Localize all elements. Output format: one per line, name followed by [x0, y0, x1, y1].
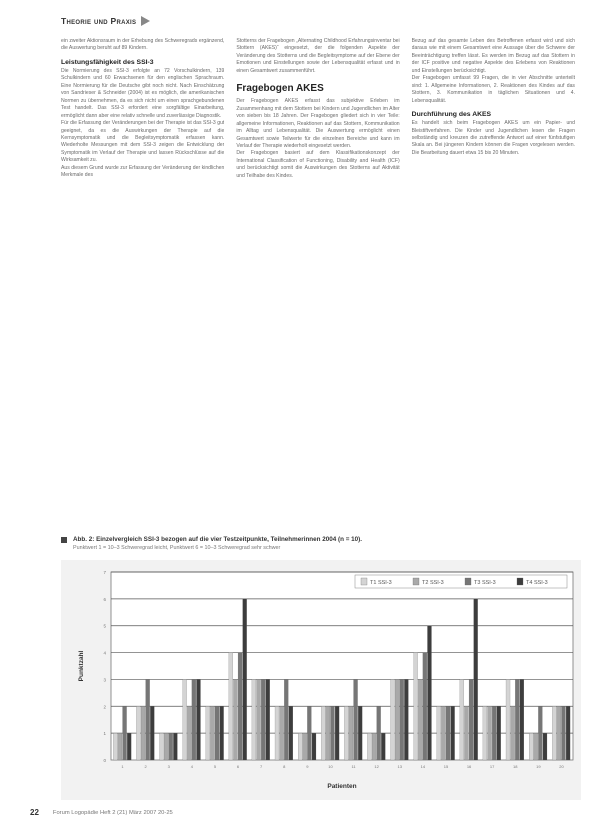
bar: [164, 733, 168, 760]
bar: [266, 679, 270, 760]
bar: [414, 653, 418, 760]
bar: [192, 679, 196, 760]
x-tick-label: 2: [144, 764, 147, 769]
bar: [492, 706, 496, 760]
heading-fragebogen-akes: Fragebogen AKES: [236, 83, 324, 95]
bar: [474, 599, 478, 760]
bar: [391, 679, 395, 760]
bar: [169, 733, 173, 760]
y-tick-label: 2: [103, 704, 106, 710]
x-tick-label: 1: [121, 764, 124, 769]
bar: [566, 706, 570, 760]
x-tick-label: 6: [236, 764, 240, 769]
bar: [280, 706, 284, 760]
bar: [538, 706, 542, 760]
bar: [469, 679, 473, 760]
caption-title: Abb. 2: Einzelvergleich SSI-3 bezogen auf die vier Testzeitpunkte, Teilnehmerinnen 2004 (n = 10).: [73, 536, 362, 543]
bar: [377, 706, 381, 760]
bar: [511, 706, 515, 760]
heading-leistungsfaehigkeit: Leistungsfähigkeit des SSI-3: [61, 58, 154, 66]
y-tick-label: 0: [103, 758, 106, 763]
bar: [127, 733, 131, 760]
bar: [275, 706, 279, 760]
bar: [173, 733, 177, 760]
legend-label: T3 SSI-3: [474, 580, 496, 586]
bar: [561, 706, 565, 760]
legend-label: T4 SSI-3: [526, 580, 548, 586]
bar: [220, 706, 224, 760]
bar: [423, 653, 427, 760]
bar: [464, 706, 468, 760]
bar: [187, 706, 191, 760]
bar: [395, 679, 399, 760]
paragraph: Es handelt sich beim Fragebogen AKES um ein Papier- und Bleistiftverfahren. Die Kinder und Jugendlichen lesen die Fragen selbständig und kreuzen die zutreffende Antwort auf einer fünfstufigen Skala an. Bei jüngeren Kindern können die Fragen vorgelesen werden. Die Bearbeitung dauert etwa 15 bis 20 Minuten.: [411, 120, 575, 156]
bar: [215, 706, 219, 760]
bar: [303, 733, 307, 760]
y-tick-label: 4: [103, 650, 106, 656]
x-tick-label: 16: [466, 764, 472, 769]
bar: [483, 706, 487, 760]
bar: [136, 706, 140, 760]
bar: [307, 706, 311, 760]
bar: [238, 653, 242, 760]
running-header: [61, 16, 150, 26]
bar: [261, 679, 265, 760]
paragraph: Die Normierung des SSI-3 erfolgte an 72 Vorschulkindern, 139 Schulkindern und 60 Erwachsenen für den englischen Sprachraum. Eine Normierung für die Deutsche gibt noch nicht. Nach Einschätzung von Sandrieser & Schneider (2004) ist es möglich, die amerikanischen Normen zu übernehmen, da es sich nicht um einen sprachgebundenen Test handelt. Das SSI-3 erfordert eine sorgfältige Einarbeitung, ermöglicht dann aber eine relativ schnelle und zuverlässige Diagnostik.: [61, 67, 225, 119]
x-tick-label: 19: [536, 764, 541, 769]
journal-info: Forum Logopädie Heft 2 (21) März 2007 20-25: [52, 809, 173, 816]
x-tick-label: 18: [513, 764, 518, 769]
legend-swatch: [517, 578, 523, 585]
bar: [520, 679, 524, 760]
paragraph: Stotterns der Fragebogen „Alternating Childhood Erfahrungsinventar bei Stottern (AKES)“ eingesetzt, der die folgenden Aspekte der Veränderung des Stotterns und die Begleitsymptome auf der Ebene der Emotionen und Einstellungen sowie der Lebensqualität erfasst und in einen Gesamtwert zusammenführt.: [236, 38, 400, 74]
x-tick-label: 8: [283, 764, 286, 769]
bar: [381, 733, 385, 760]
paragraph: Der Fragebogen AKES erfasst das subjektive Erleben im Zusammenhang mit dem Stottern bei Kindern und Jugendlichen im Alter von sieben bis 18 Jahren. Der Fragebogen gliedert sich in vier Teile: allgemeine Informationen, Reaktionen auf das Stottern, Kommunikation im Alltag und Lebensqualität. Die Auswertung ermöglicht einen Gesamtwert sowie Teilwerte für die einzelnen Bereiche und kann im Verlauf der Therapie wiederholt eingesetzt werden.: [236, 98, 400, 149]
paragraph: Der Fragebogen umfasst 99 Fragen, die in vier Abschnitte unterteilt sind: 1. Allgemeine Informationen, 2. Reaktionen des Kindes auf das Stottern, 3. Kommunikation in täglichen Situationen und 4. Lebensqualität.: [411, 75, 575, 104]
bar: [506, 679, 510, 760]
bar: [349, 706, 353, 760]
square-bullet-icon: [61, 537, 67, 543]
page-number: 22: [30, 808, 39, 817]
body-columns: [61, 38, 575, 526]
x-tick-label: 3: [167, 764, 170, 769]
bar: [284, 679, 288, 760]
bar: [534, 733, 538, 760]
bar: [372, 733, 376, 760]
x-tick-label: 13: [397, 764, 402, 769]
bar: [146, 679, 150, 760]
x-tick-label: 12: [374, 764, 379, 769]
legend-swatch: [413, 578, 419, 585]
bar: [183, 679, 187, 760]
x-tick-label: 10: [328, 764, 333, 769]
bar: [354, 679, 358, 760]
bar: [344, 706, 348, 760]
x-tick-label: 14: [420, 764, 426, 769]
bar: [441, 706, 445, 760]
y-tick-label: 6: [103, 596, 106, 602]
section-title: Theorie und Praxis: [61, 16, 137, 26]
bar: [367, 733, 371, 760]
legend-swatch: [465, 578, 471, 585]
bar: [552, 706, 556, 760]
x-tick-label: 20: [559, 764, 564, 769]
plot-area: [111, 572, 573, 760]
paragraph: Für die Erfassung der Veränderungen bei der Therapie ist das SSI-3 gut geeignet, da es die Auswirkungen der Therapie auf die Kernsymptomatik und die Begleitsymptomatik erfassen kann. Wiederholte Messungen mit dem SSI-3 zeigen die Entwicklung der Symptomatik im Verlauf der Therapie und lassen Rückschlüsse auf die Wirksamkeit zu.: [61, 120, 225, 164]
bar: [400, 679, 404, 760]
bar: [196, 679, 200, 760]
x-tick-label: 7: [260, 764, 263, 769]
x-tick-label: 9: [306, 764, 309, 769]
paragraph: Der Fragebogen basiert auf dem Klassifikationskonzept der International Classification of Functioning, Disability and Health (ICF) und berücksichtigt somit die Auswirkungen des Stotterns auf Aktivität und Teilhabe des Kindes.: [236, 150, 400, 179]
bar: [229, 653, 233, 760]
x-tick-label: 11: [351, 764, 356, 769]
bar: [252, 679, 256, 760]
paragraph: Bezug auf das gesamte Leben des Betroffenen erfasst wird und sich daraus wie mit einem Gesamtwert eine Aussage über die Schwere der Beeinträchtigung treffen lässt. Es werden im Bezug auf das Stottern in der ICF positive und negative Aspekte des Erlebens von Reaktionen und Einstellungen berücksichtigt.: [411, 38, 575, 74]
column-2: [236, 38, 399, 526]
x-axis-label: Patienten: [327, 783, 357, 790]
bar: [160, 733, 164, 760]
bar: [488, 706, 492, 760]
bar: [150, 706, 154, 760]
paragraph: Aus diesem Grund wurde zur Erfassung der Veränderung der kindlichen Merkmale des: [61, 164, 225, 179]
column-1: [61, 38, 224, 526]
bar-chart: [61, 560, 581, 800]
triangle-icon: [141, 16, 150, 26]
paragraph: ein zweiter Aktionsraum in der Erhebung des Schweregrads ergänzend, die Auswertung beruht auf 89 Kindern.: [61, 38, 225, 52]
bar: [557, 706, 561, 760]
bar: [460, 679, 464, 760]
legend-label: T1 SSI-3: [370, 580, 392, 586]
chart-svg: [61, 560, 581, 800]
y-tick-label: 3: [103, 677, 106, 683]
x-tick-label: 15: [443, 764, 449, 769]
bar: [113, 733, 117, 760]
legend-label: T2 SSI-3: [422, 580, 444, 586]
bar: [330, 706, 334, 760]
heading-durchfuehrung: Durchführung des AKES: [411, 111, 492, 119]
bar: [141, 706, 145, 760]
bar: [118, 733, 122, 760]
x-tick-label: 5: [213, 764, 217, 769]
bar: [404, 679, 408, 760]
x-tick-label: 17: [489, 764, 495, 769]
bar: [418, 679, 422, 760]
bar: [529, 733, 533, 760]
bar: [515, 679, 519, 760]
bar: [321, 706, 325, 760]
bar: [298, 733, 302, 760]
bar: [543, 733, 547, 760]
column-3: [412, 38, 575, 526]
y-tick-label: 5: [103, 623, 106, 629]
caption-subtitle: Punktwert 1 = 10–3 Schweregrad leicht, Punktwert 6 = 10–3 Schweregrad sehr schwer: [73, 545, 281, 551]
bar: [497, 706, 501, 760]
y-axis-label: Punktzahl: [78, 650, 85, 682]
bar: [326, 706, 330, 760]
bar: [446, 706, 450, 760]
bar: [123, 706, 127, 760]
y-tick-label: 7: [103, 570, 106, 575]
bar: [335, 706, 339, 760]
bar: [451, 706, 455, 760]
y-tick-label: 1: [103, 731, 106, 737]
bar: [206, 706, 210, 760]
page-footer: [30, 808, 173, 817]
bar: [358, 706, 362, 760]
legend-swatch: [361, 578, 367, 585]
bar: [233, 679, 237, 760]
figure-caption: [61, 536, 581, 551]
bar: [427, 626, 431, 760]
x-tick-label: 4: [190, 764, 193, 769]
bar: [312, 733, 316, 760]
bar: [210, 706, 214, 760]
bar: [289, 706, 293, 760]
bar: [257, 679, 261, 760]
bar: [437, 706, 441, 760]
bar: [243, 599, 247, 760]
